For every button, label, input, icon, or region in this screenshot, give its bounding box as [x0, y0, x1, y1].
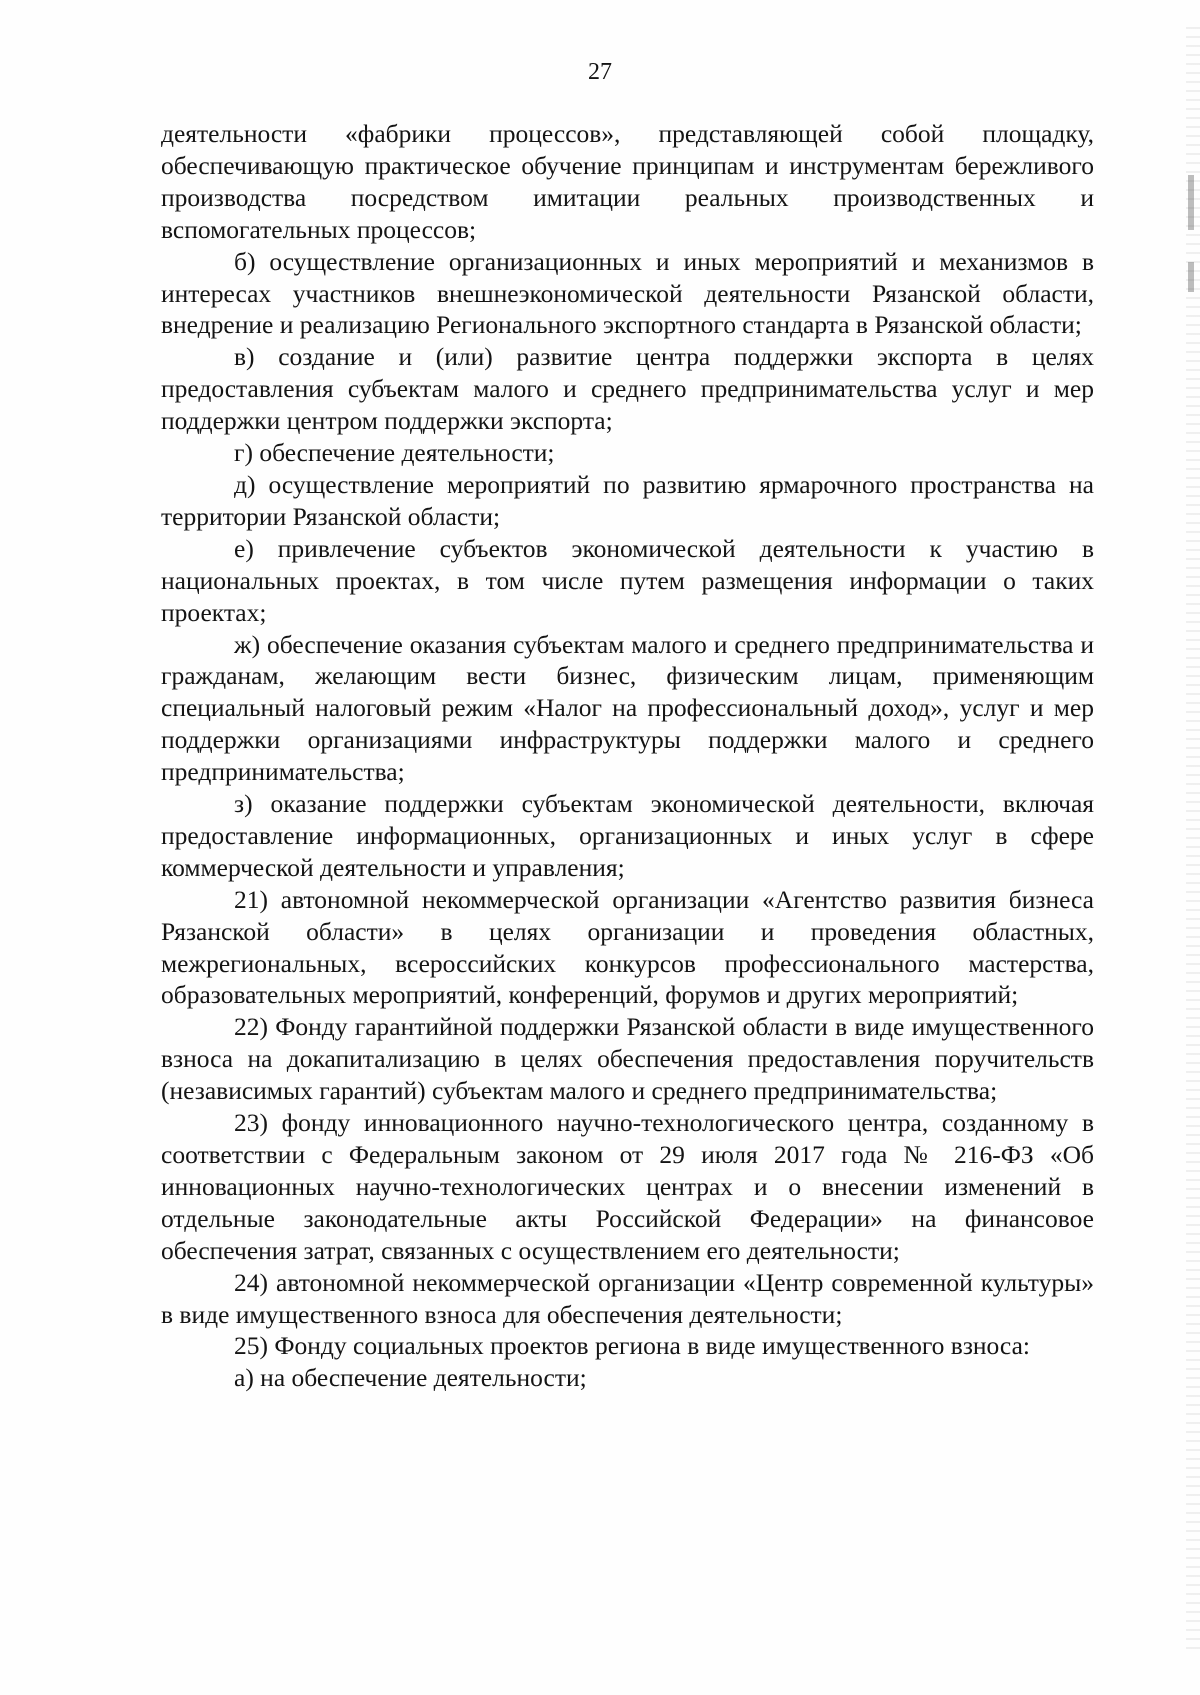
paragraph-continuation: деятельности «фабрики процессов», представляющей собой площадку, обеспечивающую практическое обучение принципам и инструментам бережливого производства посредством имитации реальных производственных и вспомогательных процессов;: [161, 119, 1094, 244]
paragraph-item-g: г) обеспечение деятельности;: [234, 438, 555, 468]
paragraph-item-23: 23) фонду инновационного научно-технологического центра, созданному в соответствии с Федеральным законом от 29 июля 2017 года № 216-ФЗ «Об инновационных научно-технологических центрах и о внесении изменений в отдельные законодательные акты Российской Федерации» на финансовое обеспечения затрат, связанных с осуществлением его деятельности;: [161, 1108, 1094, 1265]
paragraph-item-25: 25) Фонду социальных проектов региона в виде имущественного взноса:: [234, 1331, 1030, 1361]
paragraph-item-b: б) осуществление организационных и иных мероприятий и механизмов в интересах участников внешнеэкономической деятельности Рязанской области, внедрение и реализацию Регионального экспортного стандарта в Рязанской области;: [161, 246, 1094, 340]
page-number: 27: [588, 59, 612, 85]
paragraph-item-v: в) создание и (или) развитие центра поддержки экспорта в целях предоставления субъектам малого и среднего предпринимательства услуг и мер поддержки центром поддержки экспорта;: [161, 342, 1094, 436]
paragraph-item-21: 21) автономной некоммерческой организации «Агентство развития бизнеса Рязанской области» в целях организации и проведения областных, межрегиональных, всероссийских конкурсов профессионального мастерства, образовательных мероприятий, конференций, форумов и других мероприятий;: [161, 884, 1094, 1010]
scan-mark-artifact: [1188, 262, 1194, 292]
document-body: [161, 118, 1094, 1394]
paragraph-item-zh: ж) обеспечение оказания субъектам малого и среднего предпринимательства и гражданам, желающим вести бизнес, физическим лицам, применяющим специальный налоговый режим «Налог на профессиональный доход», услуг и мер поддержки организациями инфраструктуры поддержки малого и среднего предпринимательства;: [161, 629, 1094, 787]
paragraph-item-z: з) оказание поддержки субъектам экономической деятельности, включая предоставление информационных, организационных и иных услуг в сфере коммерческой деятельности и управления;: [161, 789, 1094, 882]
paragraph-subitem-a: а) на обеспечение деятельности;: [234, 1363, 587, 1393]
paragraph-item-22: 22) Фонду гарантийной поддержки Рязанской области в виде имущественного взноса на докапитализацию в целях обеспечения предоставления поручительств (независимых гарантий) субъектам малого и среднего предпринимательства;: [161, 1012, 1094, 1106]
paragraph-item-d: д) осуществление мероприятий по развитию ярмарочного пространства на территории Рязанской области;: [161, 469, 1094, 531]
paragraph-item-e: е) привлечение субъектов экономической деятельности к участию в национальных проектах, в том числе путем размещения информации о таких проектах;: [161, 533, 1094, 627]
scan-mark-artifact: [1188, 175, 1194, 230]
paragraph-item-24: 24) автономной некоммерческой организации «Центр современной культуры» в виде имущественного взноса для обеспечения деятельности;: [161, 1267, 1094, 1329]
